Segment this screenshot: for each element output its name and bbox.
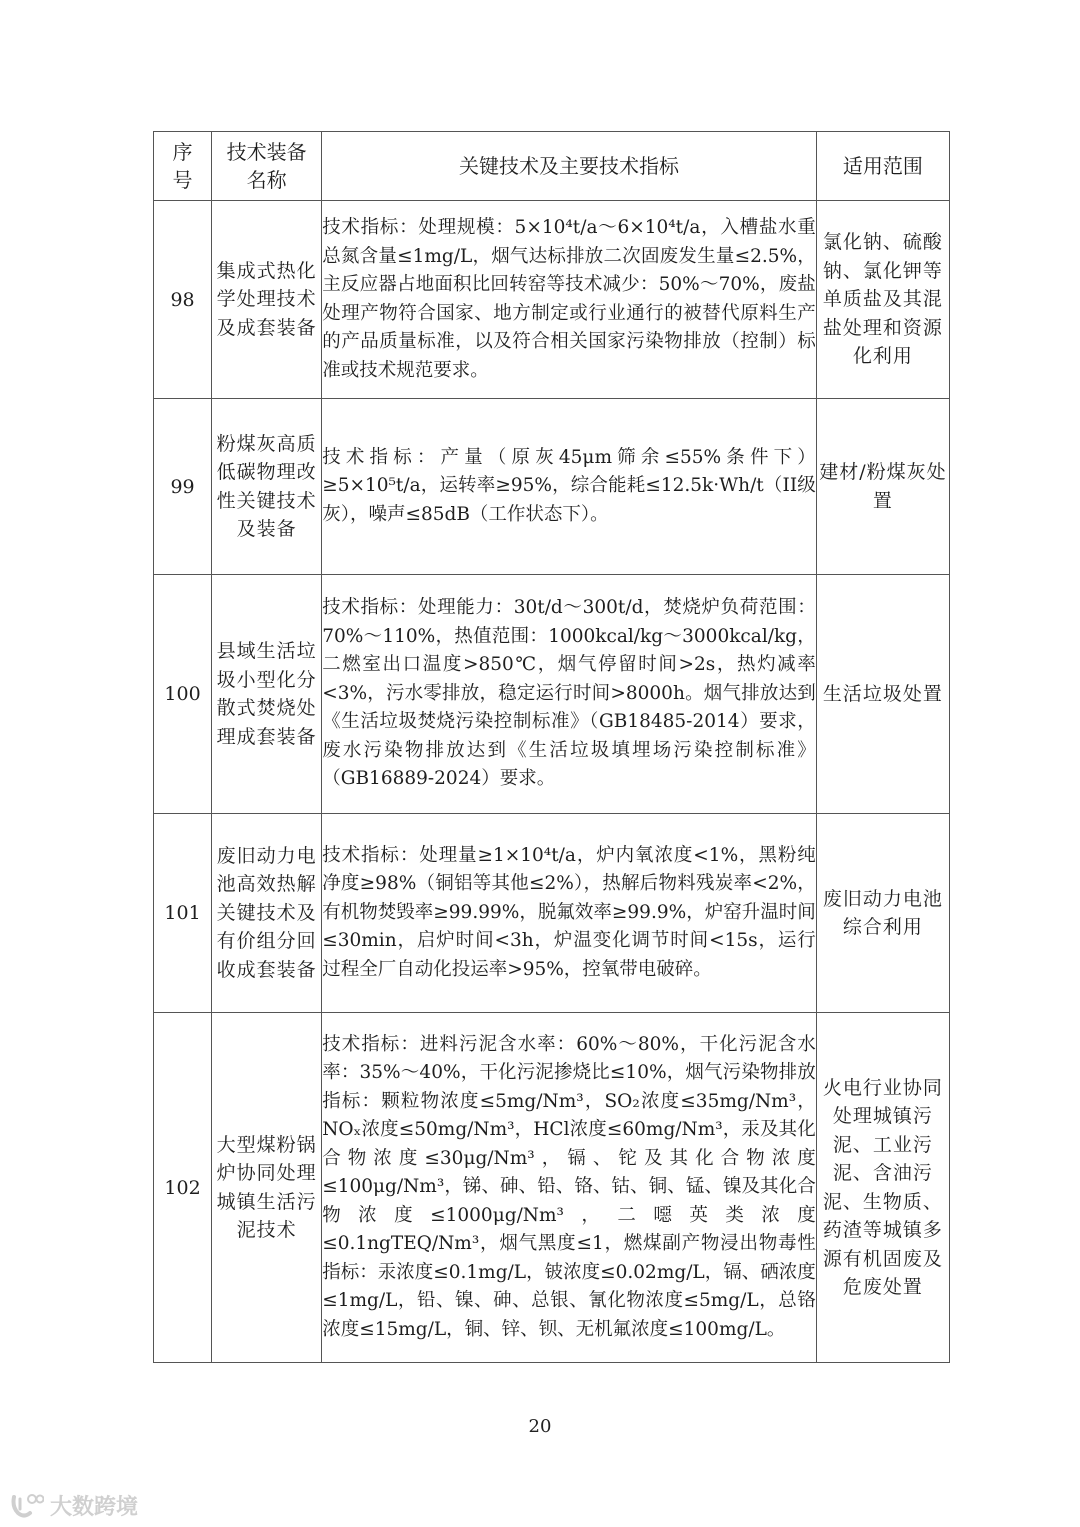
header-serial-number — [154, 132, 212, 201]
equipment-name: 县域生活垃圾小型化分散式焚烧处理成套装备 — [212, 575, 322, 814]
equipment-name: 集成式热化学处理技术及成套装备 — [212, 201, 322, 399]
serial-number: 99 — [154, 399, 212, 575]
table-row — [154, 575, 950, 814]
application-scope: 氯化钠、硫酸钠、氯化钾等单质盐及其混盐处理和资源化利用 — [816, 201, 949, 399]
watermark — [10, 1490, 138, 1521]
header-equipment-name — [212, 132, 322, 201]
table-row — [154, 814, 950, 1013]
page-number: 20 — [528, 1416, 552, 1437]
technical-indicators: 技术指标：进料污泥含水率：60%～80%，干化污泥含水率：35%～40%，干化污泥掺烧比≤10%，烟气污染物排放指标：颗粒物浓度≤5mg/Nm³，SO₂浓度≤35mg/Nm³，NOₓ浓度≤50mg/Nm³，HCl浓度≤60mg/Nm³，汞及其化合物浓度≤30μg/Nm³，镉、铊及其化合物浓度≤100μg/Nm³，锑、砷、铅、铬、钴、铜、锰、镍及其化合物浓度≤1000μg/Nm³，二噁英类浓度≤0.1ngTEQ/Nm³，烟气黑度≤1，燃煤副产物浸出物毒性指标：汞浓度≤0.1mg/L，铍浓度≤0.02mg/L，镉、硒浓度≤1mg/L，铅、镍、砷、总银、氰化物浓度≤5mg/L，总铬浓度≤15mg/L，铜、锌、钡、无机氟浓度≤100mg/L。 — [322, 1013, 817, 1363]
technical-indicators: 技术指标：处理能力：30t/d～300t/d，焚烧炉负荷范围：70%～110%，热值范围：1000kcal/kg～3000kcal/kg，二燃室出口温度>850℃，烟气停留时间>2s，热灼减率<3%，污水零排放，稳定运行时间>8000h。烟气排放达到《生活垃圾焚烧污染控制标准》（GB18485-2014）要求，废水污染物排放达到《生活垃圾填埋场污染控制标准》（GB16889-2024）要求。 — [322, 575, 817, 814]
application-scope: 废旧动力电池综合利用 — [816, 814, 949, 1013]
serial-number: 100 — [154, 575, 212, 814]
header-label: 适用范围 — [842, 154, 923, 178]
table-row — [154, 1013, 950, 1363]
table-header-row — [154, 132, 950, 201]
technical-indicators: 技术指标：产量（原灰45μm筛余≤55%条件下）≥5×10⁵t/a，运转率≥95%，综合能耗≤12.5k·Wh/t（II级灰），噪声≤85dB（工作状态下）。 — [322, 399, 817, 575]
table-row — [154, 399, 950, 575]
application-scope: 火电行业协同处理城镇污泥、工业污泥、含油污泥、生物质、药渣等城镇多源有机固废及危废处置 — [816, 1013, 949, 1363]
application-scope: 生活垃圾处置 — [816, 575, 949, 814]
header-scope — [816, 132, 949, 201]
application-scope: 建材/粉煤灰处置 — [816, 399, 949, 575]
header-label: 序号 — [172, 140, 193, 192]
serial-number: 101 — [154, 814, 212, 1013]
equipment-name: 废旧动力电池高效热解关键技术及有价组分回收成套装备 — [212, 814, 322, 1013]
serial-number: 98 — [154, 201, 212, 399]
technical-indicators: 技术指标：处理规模：5×10⁴t/a～6×10⁴t/a，入槽盐水重总氮含量≤1mg/L，烟气达标排放二次固废发生量≤2.5%，主反应器占地面积比回转窑等技术减少：50%～70%，废盐处理产物符合国家、地方制定或行业通行的被替代原料生产的产品质量标准，以及符合相关国家污染物排放（控制）标准或技术规范要求。 — [322, 201, 817, 399]
watermark-text: 大数跨境 — [50, 1495, 139, 1520]
technical-indicators: 技术指标：处理量≥1×10⁴t/a，炉内氧浓度<1%，黑粉纯净度≥98%（铜铝等其他≤2%），热解后物料残炭率<2%，有机物焚毁率≥99.99%，脱氟效率≥99.9%，炉窑升温时间≤30min，启炉时间<3h，炉温变化调节时间<15s，运行过程全厂自动化投运率>95%，控氧带电破碎。 — [322, 814, 817, 1013]
technology-equipment-table — [153, 131, 950, 1363]
header-key-technology — [322, 132, 817, 201]
header-label: 关键技术及主要技术指标 — [458, 154, 679, 178]
table-row — [154, 201, 950, 399]
equipment-name: 大型煤粉锅炉协同处理城镇生活污泥技术 — [212, 1013, 322, 1363]
serial-number: 102 — [154, 1013, 212, 1363]
equipment-name: 粉煤灰高质低碳物理改性关键技术及装备 — [212, 399, 322, 575]
header-label: 技术装备名称 — [226, 140, 307, 192]
brand-logo-icon — [10, 1493, 44, 1519]
